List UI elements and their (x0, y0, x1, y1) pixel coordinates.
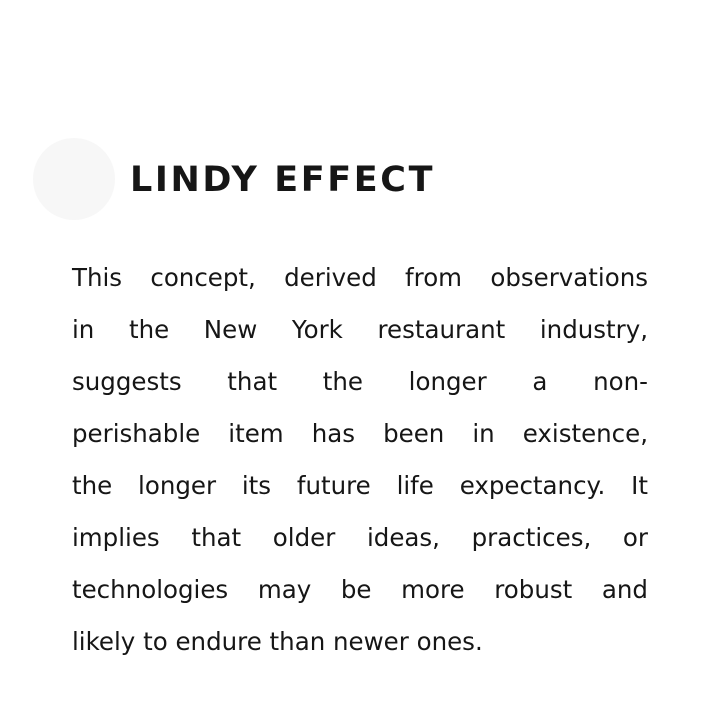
page-title: LINDY EFFECT (130, 160, 436, 200)
body-line: implies that older ideas, practices, or (72, 523, 648, 552)
body-line: suggests that the longer a non- (72, 367, 648, 396)
body-line: likely to endure than newer ones. (72, 627, 483, 656)
body-line: perishable item has been in existence, (72, 419, 648, 448)
body-line: in the New York restaurant industry, (72, 315, 648, 344)
body-line: This concept, derived from observations (72, 263, 648, 292)
body-paragraph (72, 252, 648, 668)
body-line: the longer its future life expectancy. It (72, 471, 648, 500)
body-line: technologies may be more robust and (72, 575, 648, 604)
decorative-circle (33, 138, 115, 220)
